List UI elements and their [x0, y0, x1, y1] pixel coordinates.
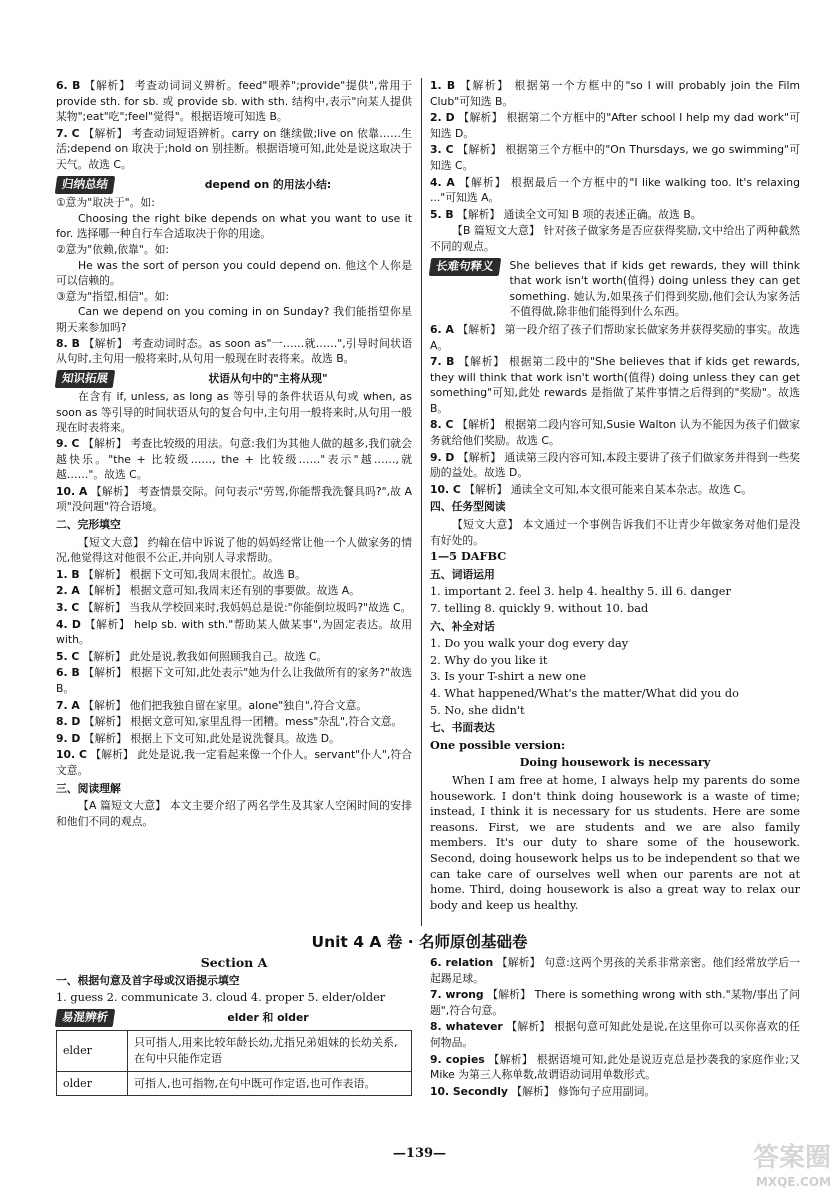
watermark-text: 答案圈	[752, 1143, 831, 1173]
answer-item: 3. C 【解析】 当我从学校回来时,我妈妈总是说:"你能倒垃圾吗?"故选 C。	[56, 601, 412, 614]
dialog-answer: 3. Is your T-shirt a new one	[430, 670, 587, 684]
answer-item: 6. B 【解析】 根据下文可知,此处表示"她为什么让我做所有的家务?"故选 B。	[56, 666, 412, 695]
box-text: She believes that if kids get rewards, they will think that work isn't worth(值得) doing unless they can get something. 她认为,如果孩子们得到奖励,他们会认为家务活不值得做,除非他们能得到什么东西。	[509, 258, 800, 319]
answer-item: 8. whatever 【解析】 根据句意可知此处是说,在这里你可以买你喜欢的任何物品。	[430, 1020, 800, 1049]
essay-title: Doing housework is necessary	[519, 755, 711, 770]
answer-line: 1. important 2. feel 3. help 4. healthy 5. ill 6. danger	[430, 585, 731, 599]
answer-line: 1—5 DAFBC	[430, 549, 507, 564]
tip-text: 在含有 if, unless, as long as 等引导的条件状语从句或 when, as soon as 等引导的时间状语从句的复合句中,主句用一般将来时,从句用一般现在时表将来。	[56, 390, 412, 435]
section-heading: 六、补全对话	[430, 619, 495, 633]
answer-item: 7. B 【解析】 根据第二段中的"She believes that if kids get rewards, they will think that work isn't worth(值得) doing unless they can get something"可知,此处 rewards 是指做了某件事情之后得到的"奖励"。故选 B。	[430, 355, 800, 415]
answer-line: 7. telling 8. quickly 9. without 10. bad	[430, 602, 649, 615]
sentence-box	[430, 258, 800, 320]
tip-line: He was the sort of person you could depend on. 他这个人你是可以信赖的。	[56, 258, 412, 288]
table-cell-meaning: 只可指人,用来比较年龄长幼,尤指兄弟姐妹的长幼关系,在句中只能作定语	[128, 1031, 412, 1071]
dialog-answer: 1. Do you walk your dog every day	[430, 637, 629, 651]
section-heading: 七、书面表达	[430, 721, 495, 735]
answer-item: 8. C 【解析】 根据第二段内容可知,Susie Walton 认为不能因为孩子们做家务就给他们奖励。故选 C。	[430, 418, 801, 448]
box-title: depend on 的用法小结:	[204, 177, 332, 191]
box-label: 易混辨析	[55, 1009, 115, 1027]
tip-line: Choosing the right bike depends on what you want to use it for. 选择哪一种自行车合适取决于你的用途。	[56, 211, 412, 241]
answer-item: 9. copies 【解析】 根据语境可知,此处是说迈克总是抄袭我的家庭作业;又 Mike 为第三人称单数,故谓语动词用单数形式。	[430, 1052, 800, 1082]
answer-item: 7. A 【解析】 他们把我独自留在家里。alone"独自",符合文意。	[56, 698, 368, 712]
answer-item: 8. D 【解析】 根据文意可知,家里乱得一团糟。mess"杂乱",符合文意。	[56, 715, 403, 729]
dialog-answer: 2. Why do you like it	[430, 653, 548, 667]
tip-line: Can we depend on you coming in on Sunday? 我们能指望你星期天来参加吗?	[56, 305, 412, 334]
essay-version-label: One possible version:	[430, 737, 566, 752]
box-label: 知识拓展	[55, 370, 115, 388]
answer-item: 8. B 【解析】 考查动词时态。as soon as"一……就……",引导时间状语从句时,主句用一般将来时,从句用一般现在时表将来。故选 B。	[56, 336, 413, 366]
answer-item: 4. A 【解析】 根据最后一个方框中的"I like walking too. It's relaxing ..."可知选 A。	[430, 175, 800, 205]
passage-summary: 【短文大意】 约翰在信中诉说了他的妈妈经常让他一个人做家务的情况,他觉得这对他很不公正,并向别人寻求帮助。	[56, 535, 412, 565]
section-heading: 五、词语运用	[430, 567, 495, 581]
section-heading: 三、阅读理解	[56, 781, 121, 795]
essay-body: When I am free at home, I always help my parents do some housework. I don't think doing housework is a waste of time; instead, I think it is necessary for us students. Here are some reasons. First, we are students and we are also family members. It's our duty to share some of the housework. Second, doing housework helps us to be independent so that we can take care of ourselves well when our parents are not at home. Third, doing housework is also a great way to relax our body and keep us healthy.	[430, 773, 800, 912]
answer-item: 2. D 【解析】 根据第二个方框中的"After school I help my dad work"可知选 D。	[430, 111, 801, 140]
section-heading: 二、完形填空	[56, 518, 121, 532]
table-row	[57, 1031, 412, 1071]
answer-item: 6. A 【解析】 第一段介绍了孩子们帮助家长做家务并获得奖励的事实。故选 A。	[430, 322, 800, 352]
section-heading: 四、任务型阅读	[430, 500, 506, 514]
answer-item: 2. A 【解析】 根据文意可知,我周末还有别的事要做。故选 A。	[56, 584, 360, 598]
comparison-table	[56, 1030, 412, 1096]
answer-item: 1. B 【解析】 根据下文可知,我周末很忙。故选 B。	[56, 567, 306, 581]
watermark-url: MXQE.COM	[755, 1175, 831, 1189]
passage-summary: 【B 篇短文大意】 针对孩子做家务是否应获得奖励,文中给出了两种截然不同的观点。	[430, 224, 800, 253]
answer-item: 5. B 【解析】 通读全文可知 B 项的表述正确。故选 B。	[430, 207, 702, 221]
answer-item: 5. C 【解析】 此处是说,教我如何照顾我自己。故选 C。	[56, 649, 328, 663]
left-column	[56, 78, 412, 830]
box-title: 状语从句中的"主将从现"	[208, 371, 328, 385]
tip-line: ③意为"指望,相信"。如:	[56, 289, 170, 303]
column-divider	[421, 78, 422, 926]
answer-item: 10. C 【解析】 通读全文可知,本文很可能来自某本杂志。故选 C。	[430, 482, 753, 496]
answer-item: 4. D 【解析】 help sb. with sth."帮助某人做某事",为固定表达。故用 with。	[56, 617, 412, 647]
unit-right-column	[430, 955, 800, 1100]
unit-title: Unit 4 A 卷 · 名师原创基础卷	[311, 933, 528, 951]
answer-line: 1. guess 2. communicate 3. cloud 4. proper 5. elder/older	[56, 991, 386, 1005]
table-cell-word: older	[57, 1071, 128, 1096]
page-number: —139—	[392, 1146, 447, 1161]
answer-item: 9. C 【解析】 考查比较级的用法。句意:我们为其他人做的越多,我们就会越快乐。"the + 比较级……, the + 比较级……"表示"越……,就越……"。故选 C。	[56, 437, 412, 482]
answer-item: 7. C 【解析】 考查动词短语辨析。carry on 继续做;live on 依靠……生活;depend on 取决于;hold on 别挂断。根据语境可知,此处是说这取决于天气。故选 C。	[56, 126, 413, 171]
answer-item: 10. Secondly 【解析】 修饰句子应用副词。	[430, 1084, 656, 1098]
table-cell-word: elder	[57, 1031, 128, 1071]
section-heading: 一、根据句意及首字母或汉语提示填空	[56, 973, 240, 987]
table-row	[57, 1071, 412, 1096]
answer-item: 10. C 【解析】 此处是说,我一定看起来像一个仆人。servant"仆人",符合文意。	[56, 748, 413, 777]
section-title: Section A	[200, 955, 268, 970]
tip-line: ②意为"依赖,依靠"。如:	[56, 242, 170, 256]
dialog-answer: 4. What happened/What's the matter/What did you do	[430, 686, 739, 700]
answer-item: 9. D 【解析】 通读第三段内容可知,本段主要讲了孩子们做家务并得到一些奖励的益处。故选 D。	[430, 450, 800, 480]
box-label: 归纳总结	[55, 176, 115, 194]
answer-item: 10. A 【解析】 考查情景交际。问句表示"劳驾,你能帮我洗餐具吗?",故 A 项"没问题"符合语境。	[56, 484, 412, 514]
extension-box-header	[56, 370, 412, 388]
passage-summary: 【A 篇短文大意】 本文主要介绍了两名学生及其家人空闲时间的安排和他们不同的观点。	[56, 799, 412, 828]
box-title: elder 和 older	[227, 1010, 309, 1024]
answer-item: 3. C 【解析】 根据第三个方框中的"On Thursdays, we go swimming"可知选 C。	[430, 143, 800, 172]
answer-item: 9. D 【解析】 根据上下文可知,此处是说洗餐具。故选 D。	[56, 731, 340, 745]
answer-item: 6. relation 【解析】 句意:这两个男孩的关系非常亲密。他们经常放学后一起踢足球。	[430, 956, 800, 985]
confusion-box-header	[56, 1009, 412, 1027]
watermark-logo	[681, 1143, 831, 1194]
box-label: 长难句释义	[429, 258, 501, 276]
passage-summary: 【短文大意】 本文通过一个事例告诉我们不让青少年做家务对他们是没有好处的。	[430, 518, 800, 547]
unit-left-column	[56, 955, 412, 1096]
answer-item: 6. B 【解析】 考查动词词义辨析。feed"喂养";provide"提供",常用于 provide sth. for sb. 或 provide sb. with sth. 结构中,表示"向某人提供某物";eat"吃";feel"觉得"。根据语境可知选 B。	[56, 79, 413, 124]
table-cell-meaning: 可指人,也可指物,在句中既可作定语,也可作表语。	[128, 1071, 412, 1096]
answer-item: 7. wrong 【解析】 There is something wrong with sth."某物/事出了问题",符合句意。	[430, 988, 800, 1017]
answer-item: 1. B 【解析】 根据第一个方框中的"so I will probably join the Film Club"可知选 B。	[430, 79, 801, 108]
right-column	[430, 78, 800, 913]
tip-line: ①意为"取决于"。如:	[56, 196, 155, 210]
dialog-answer: 5. No, she didn't	[430, 703, 525, 717]
summary-box-header	[56, 176, 412, 194]
